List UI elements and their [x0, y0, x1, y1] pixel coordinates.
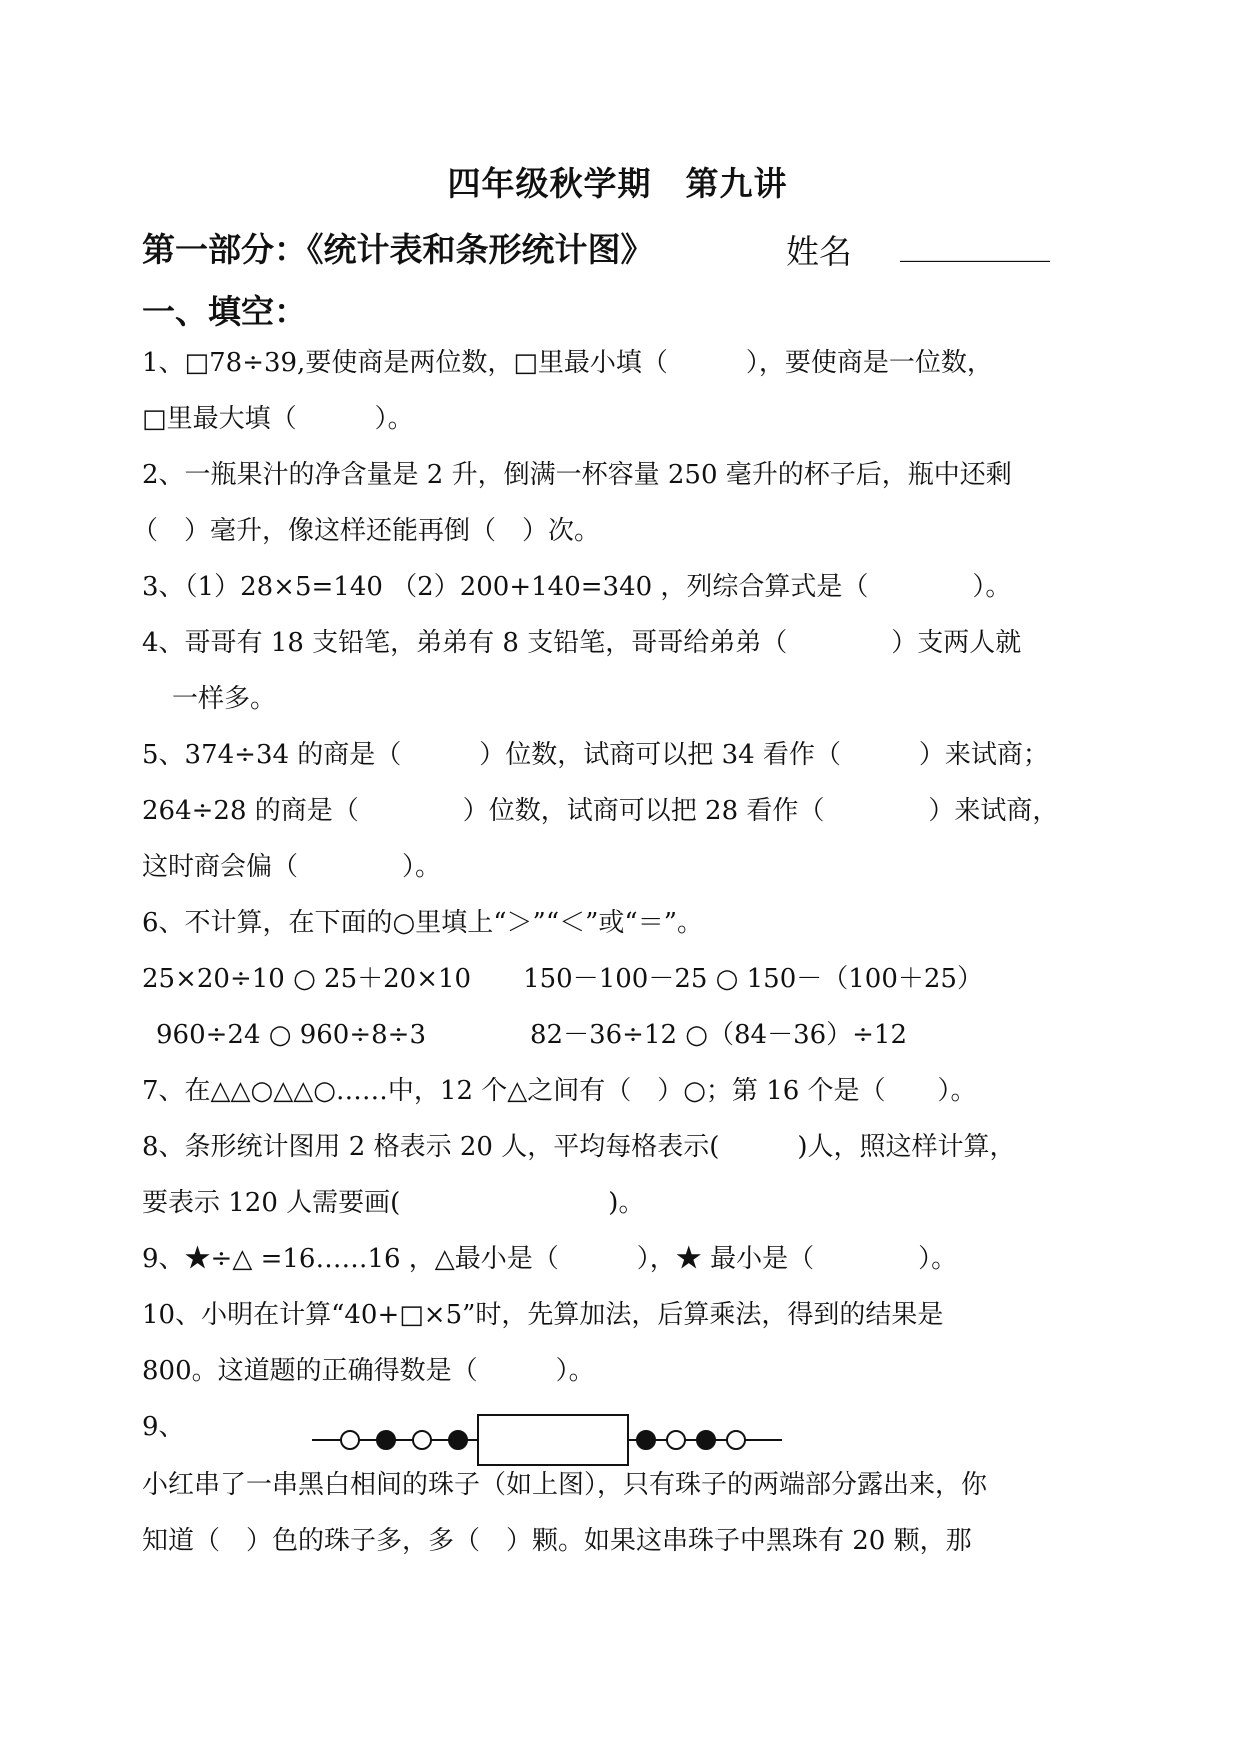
name-blank: __________	[900, 228, 1050, 263]
question-line: 6、不计算，在下面的○里填上“＞”“＜”或“＝”。	[142, 908, 703, 938]
question-line: 小红串了一串黑白相间的珠子（如上图），只有珠子的两端部分露出来，你	[142, 1470, 988, 1500]
white-bead	[413, 1431, 431, 1449]
question-line: 800。这道题的正确得数是（ ）。	[142, 1356, 595, 1386]
question-line: （ ）毫升，像这样还能再倒（ ）次。	[132, 516, 601, 546]
question-line: 知道（ ）色的珠子多，多（ ）颗。如果这串珠子中黑珠有 20 颗，那	[142, 1526, 972, 1556]
part-title: 第一部分：《统计表和条形统计图》	[142, 230, 654, 269]
white-bead	[667, 1431, 685, 1449]
question-line: □里最大填（ ）。	[142, 404, 414, 434]
cover-box	[478, 1415, 628, 1465]
question-line: 5、374÷34 的商是（ ）位数，试商可以把 34 看作（ ）来试商；	[142, 740, 1049, 770]
bead-string-diagram	[312, 1412, 782, 1468]
question-line: 9、	[142, 1412, 185, 1442]
question-line: 8、条形统计图用 2 格表示 20 人，平均每格表示( )人，照这样计算，	[142, 1132, 1016, 1162]
question-line: 1、□78÷39,要使商是两位数，□里最小填（ ），要使商是一位数，	[142, 348, 993, 378]
white-bead	[341, 1431, 359, 1449]
black-bead	[449, 1431, 467, 1449]
question-line: 25×20÷10 ○ 25＋20×10 150－100－25 ○ 150－（100＋25）	[142, 964, 983, 994]
question-line: 960÷24 ○ 960÷8÷3 82－36÷12 ○（84－36）÷12	[156, 1020, 908, 1050]
question-line: 一样多。	[172, 684, 277, 714]
black-bead	[697, 1431, 715, 1449]
name-label: 姓名	[786, 232, 852, 271]
white-bead	[727, 1431, 745, 1449]
question-line: 4、哥哥有 18 支铅笔，弟弟有 8 支铅笔，哥哥给弟弟（ ）支两人就	[142, 628, 1022, 658]
question-line: 这时商会偏（ ）。	[142, 852, 442, 882]
page-title: 四年级秋学期 第九讲	[447, 164, 788, 203]
black-bead	[377, 1431, 395, 1449]
question-line: 7、在△△○△△○……中，12 个△之间有（ ）○；第 16 个是（ ）。	[142, 1076, 977, 1106]
question-line: 要表示 120 人需要画( )。	[142, 1188, 645, 1218]
black-bead	[637, 1431, 655, 1449]
question-line: 3、（1）28×5=140 （2）200+140=340 ，列综合算式是（ ）。	[142, 572, 1012, 602]
question-line: 9、★÷△ =16……16 ，△最小是（ ），★ 最小是（ ）。	[142, 1244, 958, 1274]
section-heading: 一、填空：	[142, 292, 307, 331]
question-line: 264÷28 的商是（ ）位数，试商可以把 28 看作（ ）来试商，	[142, 796, 1059, 826]
question-line: 2、一瓶果汁的净含量是 2 升，倒满一杯容量 250 毫升的杯子后，瓶中还剩	[142, 460, 1012, 490]
question-line: 10、小明在计算“40+□×5”时，先算加法，后算乘法，得到的结果是	[142, 1300, 944, 1330]
